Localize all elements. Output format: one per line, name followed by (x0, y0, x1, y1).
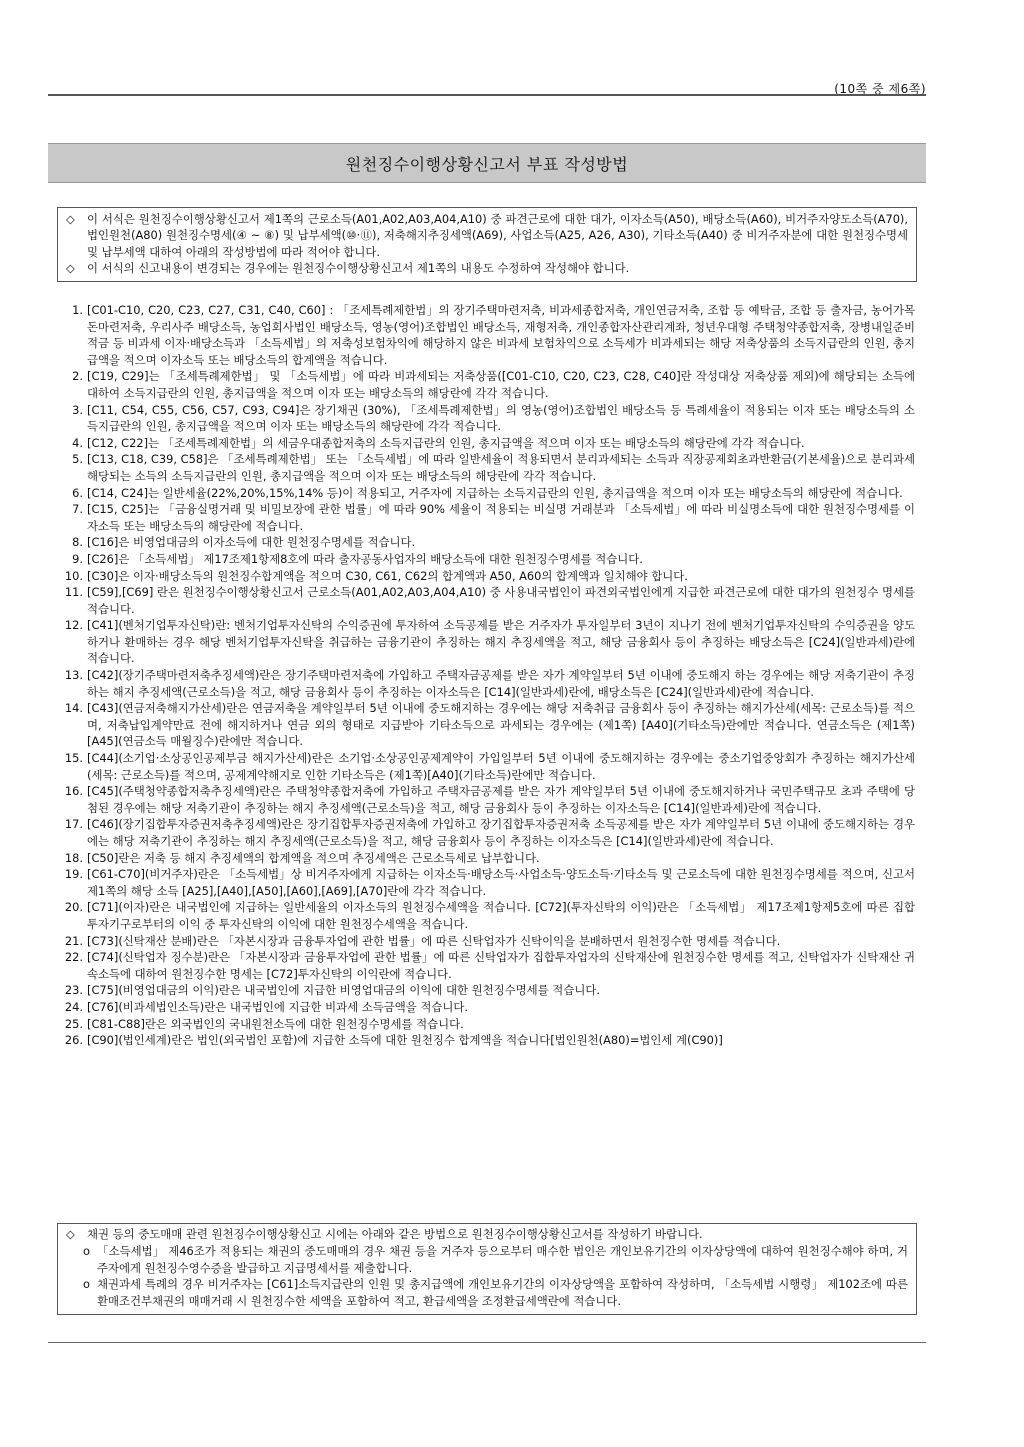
item-number: 11. (64, 585, 83, 600)
item-number: 23. (64, 983, 83, 998)
instruction-item (59, 899, 915, 932)
instruction-list (59, 302, 915, 1049)
item-text: [C81-C88]란은 외국법인의 국내원천소득에 대한 원천징수명세를 적습니다. (87, 1016, 464, 1031)
item-text: [C46](장기집합투자증권저축추징세액)란은 장기집합투자증권저축에 가입하고 장기집합투자증권저축 소득공제를 받은 자가 계약일부터 5년 이내에 중도해지하는 경우에는 해당 저축기관이 추징하는 해지 추징세액(근로소득)을 적고, 해당 금융회사 등이 추징하는 이자소득은 [C14](일반과세)란에 적습니다. (87, 817, 915, 848)
item-text: [C01-C10, C20, C23, C27, C31, C40, C60] : 「조세특례제한법」의 장기주택마련저축, 비과세종합저축, 개인연금저축, 조합 등 예탁금, 조합 등 출자금, 농어가목돈마련저축, 우리사주 배당소득, 농업회사법인 배당소득, 영농(영어)조합법인 배당소득, 재형저축, 개인종합자산관리계좌, 청년우대형 주택청약종합저축, 장병내일준비적금 등 비과세 이자·배당소득과 「소득세법」의 저축성보험차익에 해당하지 않은 비과세 보험차익으로 소득세가 비과세되는 해당 저축상품의 소득지급란의 인원, 총지급액을 적으며 이자소득 또는 배당소득의 합계액을 적습니다. (87, 303, 915, 367)
bond-notice-bullet-text: 「소득세법」 제46조가 적용되는 채권의 중도매매의 경우 채권 등을 거주자 등으로부터 매수한 법인은 개인보유기간의 이자상당액에 대하여 원천징수해야 하며, 거주자에게 원천징수영수증을 발급하고 지급명세서를 제출합니다. (97, 1243, 908, 1275)
item-number: 7. (72, 502, 83, 517)
item-text: [C71](이자)란은 내국법인에 지급하는 일반세율의 이자소득의 원천징수세액을 적습니다. [C72](투자신탁의 이익)란은 「소득세법」 제17조제1항제5호에 따른 집합투자기구로부터의 이익 중 투자신탁의 이익에 대한 원천징수세액을 적습니다. (87, 900, 915, 931)
instruction-item (59, 501, 915, 534)
notice-paragraph (66, 211, 908, 260)
instruction-item (59, 982, 915, 999)
bullet-icon: o (83, 1277, 90, 1292)
item-text: [C76](비과세법인소득)란은 내국법인에 지급한 비과세 소득금액을 적습니다. (87, 999, 469, 1014)
item-number: 2. (72, 369, 83, 384)
bond-notice-bullet-text: 채권과세 특례의 경우 비거주자는 [C61]소득지급란의 인원 및 총지급액에 개인보유기간의 이자상당액을 포함하여 작성하며, 「소득세법 시행령」 제102조에 따른 환매조건부채권의 매매거래 시 원천징수한 세액을 포함하여 적고, 환급세액을 조정환급세액란에 적습니다. (97, 1277, 908, 1309)
instruction-item (59, 435, 915, 452)
item-text: [C41](벤처기업투자신탁)란: 벤처기업투자신탁의 수익증권에 투자하여 소득공제를 받은 거주자가 투자일부터 3년이 지나기 전에 벤처기업투자신탁의 수익증권을 양도하거나 환매하는 경우 해당 벤처기업투자신탁을 취급하는 금융기관이 추징하는 해지 추징세액을 적고, 해당 금융회사 등이 추징하는 배당소득은 [C24](일반과세)란에 적습니다. (87, 618, 915, 666)
bottom-rule (48, 1342, 926, 1343)
instruction-item (59, 783, 915, 816)
bond-notice-bullet (69, 1276, 908, 1310)
item-text: [C15, C25]는 「금융실명거래 및 비밀보장에 관한 법률」에 따라 90% 세율이 적용되는 비실명 거래분과 「소득세법」에 따라 비실명소득에 대한 원천징수명세를 이자소득 또는 배당소득의 해당란에 적습니다. (87, 502, 915, 533)
item-number: 14. (64, 701, 83, 716)
diamond-icon: ◇ (66, 212, 75, 226)
item-text: [C42](장기주택마련저축추징세액)란은 장기주택마련저축에 가입하고 주택자금공제를 받은 자가 계약일부터 5년 이내에 중도해지 하는 경우에는 해당 저축기관이 추징하는 해지 추징세액(근로소득)을 적고, 해당 금융회사 등이 추징하는 이자소득은 [C14](일반과세)란에, 배당소득은 [C24](일반과세)란에 적습니다. (87, 668, 915, 699)
item-text: [C90](법인세계)란은 법인(외국법인 포함)에 지급한 소득에 대한 원천징수 합계액을 적습니다[법인원천(A80)=법인세 계(C90)] (87, 1033, 723, 1048)
instruction-item (59, 750, 915, 783)
item-text: [C59],[C69] 란은 원천징수이행상황신고서 근로소득(A01,A02,A03,A04,A10) 중 사용내국법인이 파견외국법인에게 지급한 파견근로에 대한 대가의 원천징수 명세를 적습니다. (87, 585, 915, 616)
item-text: [C12, C22]는 「조세특례제한법」의 세금우대종합저축의 소득지급란의 인원, 총지급액을 적으며 이자 또는 배당소득의 해당란에 각각 적습니다. (87, 435, 805, 450)
item-text: [C44](소기업·소상공인공제부금 해지가산세)란은 소기업·소상공인공제계약이 가입일부터 5년 이내에 중도해지하는 경우에는 중소기업중앙회가 추징하는 해지가산세(세목: 근로소득)를 적으며, 공제계약해지로 인한 기타소득은 (제1쪽)[A40](기타소득)란에만 적습니다. (87, 751, 915, 782)
instruction-item (59, 866, 915, 899)
bond-notice-box (57, 1223, 917, 1315)
item-number: 10. (64, 568, 83, 583)
page-indicator: (10쪽 중 제6쪽) (834, 82, 926, 96)
item-number: 19. (64, 867, 83, 882)
item-text: [C50]란은 저축 등 해지 추징세액의 합계액을 적으며 추징세액은 근로소득세로 납부합니다. (87, 850, 540, 865)
instruction-item (59, 551, 915, 568)
instruction-item (59, 933, 915, 950)
top-rule (48, 94, 926, 96)
bond-notice-bullet (69, 1243, 908, 1277)
item-number: 12. (64, 618, 83, 633)
item-text: [C16]은 비영업대금의 이자소득에 대한 원천징수명세를 적습니다. (87, 535, 416, 550)
item-number: 6. (72, 485, 83, 500)
item-text: [C75](비영업대금의 이익)란은 내국법인에 지급한 비영업대금의 이익에 대한 원천징수명세를 적습니다. (87, 983, 600, 998)
item-text: [C13, C18, C39, C58]은 「조세특례제한법」 또는 「소득세법」에 따라 일반세율이 적용되면서 분리과세되는 소득과 직장공제회초과반환금(기본세율)으로 분리과세 해당되는 소득의 소득지급란의 인원, 총지급액을 적으며 이자 또는 배당소득의 해당란에 각각 적습니다. (87, 452, 915, 483)
notice-box (57, 207, 917, 282)
item-number: 18. (64, 850, 83, 865)
item-text: [C45](주택청약종합저축추징세액)란은 주택청약종합저축에 가입하고 주택자금공제를 받은 자가 계약일부터 5년 이내에 중도해지하거나 국민주택규모 초과 주택에 당첨된 경우에는 해당 저축기관이 추징하는 해지 추징세액(근로소득)을 적고, 해당 금융회사 등이 추징하는 이자소득은 [C14](일반과세)란에 적습니다. (87, 784, 915, 815)
instruction-item (59, 584, 915, 617)
instruction-item (59, 1032, 915, 1049)
bullet-icon: o (83, 1243, 90, 1258)
item-number: 8. (72, 535, 83, 550)
bond-notice-lead (66, 1226, 908, 1243)
item-text: [C19, C29]는 「조세특례제한법」 및 「소득세법」에 따라 비과세되는 저축상품([C01-C10, C20, C23, C28, C40]란 작성대상 저축상품 제외)에 해당되는 소득에 대하여 소득지급란의 인원, 총지급액을 적으며 이자 또는 배당소득의 해당란에 각각 적습니다. (87, 369, 915, 400)
item-number: 20. (64, 900, 83, 915)
instruction-item (59, 1016, 915, 1033)
item-text: [C30]은 이자·배당소득의 원천징수합계액을 적으며 C30, C61, C62의 합계액과 A50, A60의 합계액과 일치해야 합니다. (87, 568, 688, 583)
item-number: 22. (64, 950, 83, 965)
instruction-item (59, 949, 915, 982)
notice-text: 이 서식은 원천징수이행상황신고서 제1쪽의 근로소득(A01,A02,A03,A04,A10) 중 파견근로에 대한 대가, 이자소득(A50), 배당소득(A60), 비거주자양도소득(A70), 법인원천(A80) 원천징수명세(④ ~ ⑧) 및 납부세액(⑩·⑪), 저축해지추징세액(A69), 사업소득(A25, A26, A30), 기타소득(A40) 중 비거주자분에 대한 원천징수명세 및 납부세액 대하여 아래의 작성방법에 따라 적어야 합니다. (87, 212, 908, 259)
instruction-item (59, 485, 915, 502)
instruction-item (59, 999, 915, 1016)
bond-notice-lead-text: 채권 등의 중도매매 관련 원천징수이행상황신고 시에는 아래와 같은 방법으로 원천징수이행상황신고서를 작성하기 바랍니다. (87, 1227, 703, 1241)
diamond-icon: ◇ (66, 1227, 75, 1241)
item-number: 4. (72, 435, 83, 450)
instruction-item (59, 451, 915, 484)
instruction-item (59, 402, 915, 435)
page-title: 원천징수이행상황신고서 부표 작성방법 (345, 154, 629, 174)
item-number: 17. (64, 817, 83, 832)
instruction-item (59, 667, 915, 700)
instruction-item (59, 534, 915, 551)
notice-paragraph (66, 260, 908, 276)
item-text: [C74](신탁업자 징수분)란은 「자본시장과 금융투자업에 관한 법률」에 따른 신탁업자가 집합투자업자의 신탁재산에 원천징수한 명세를 적고, 신탁업자가 신탁재산 귀속소득에 대하여 원천징수한 명세는 [C72]투자신탁의 이익란에 적습니다. (87, 950, 915, 981)
item-number: 26. (64, 1033, 83, 1048)
instruction-item (59, 302, 915, 368)
instruction-item (59, 568, 915, 585)
notice-text: 이 서식의 신고내용이 변경되는 경우에는 원천징수이행상황신고서 제1쪽의 내용도 수정하여 작성해야 합니다. (87, 261, 630, 276)
item-number: 9. (72, 551, 83, 566)
item-text: [C14, C24]는 일반세율(22%,20%,15%,14% 등)이 적용되고, 거주자에 지급하는 소득지급란의 인원, 총지급액을 적으며 이자 또는 배당소득의 해당란에 적습니다. (87, 485, 903, 500)
item-number: 25. (64, 1016, 83, 1031)
item-number: 5. (72, 452, 83, 467)
instruction-item (59, 700, 915, 750)
instruction-item (59, 368, 915, 401)
instruction-item (59, 816, 915, 849)
title-banner (48, 143, 926, 183)
item-number: 15. (64, 751, 83, 766)
instruction-item (59, 617, 915, 667)
item-number: 21. (64, 933, 83, 948)
item-number: 16. (64, 784, 83, 799)
item-number: 24. (64, 999, 83, 1014)
instruction-item (59, 850, 915, 867)
item-text: [C26]은 「소득세법」 제17조제1항제8호에 따라 출자공동사업자의 배당소득에 대한 원천징수명세를 적습니다. (87, 551, 643, 566)
item-number: 13. (64, 668, 83, 683)
item-number: 1. (72, 303, 83, 317)
item-text: [C61-C70](비거주자)란은 「소득세법」상 비거주자에게 지급하는 이자소득·배당소득·사업소득·양도소득·기타소득 및 근로소득에 대한 원천징수명세를 적으며, 신고서 제1쪽의 해당 소득 [A25],[A40],[A50],[A60],[A69],[A70]란에 각각 적습니다. (87, 867, 915, 898)
item-text: [C11, C54, C55, C56, C57, C93, C94]은 장기채권 (30%), 「조세특례제한법」의 영농(영어)조합법인 배당소득 등 특례세율이 적용되는 이자 또는 배당소득의 소득지급란의 인원, 총지급액을 적으며 이자 또는 배당소득의 해당란에 각각 적습니다. (87, 402, 915, 434)
diamond-icon: ◇ (66, 261, 75, 276)
item-text: [C73](신탁재산 분배)란은 「자본시장과 금융투자업에 관한 법률」에 따른 신탁업자가 신탁이익을 분배하면서 원천징수한 명세를 적습니다. (87, 933, 781, 948)
item-text: [C43](연금저축해지가산세)란은 연금저축을 계약일부터 5년 이내에 중도해지하는 경우에는 해당 저축취급 금융회사 등이 추징하는 해지가산세(세목: 근로소득)를 적으며, 저축납입계약만료 전에 해지하거나 연금 외의 형태로 지급받아 기타소득으로 과세되는 경우에는 (제1쪽) [A40](기타소득)란에만 적습니다. 연금소득은 (제1쪽) [A45](연금소득 매월징수)란에만 적습니다. (87, 701, 915, 749)
item-number: 3. (72, 402, 83, 417)
